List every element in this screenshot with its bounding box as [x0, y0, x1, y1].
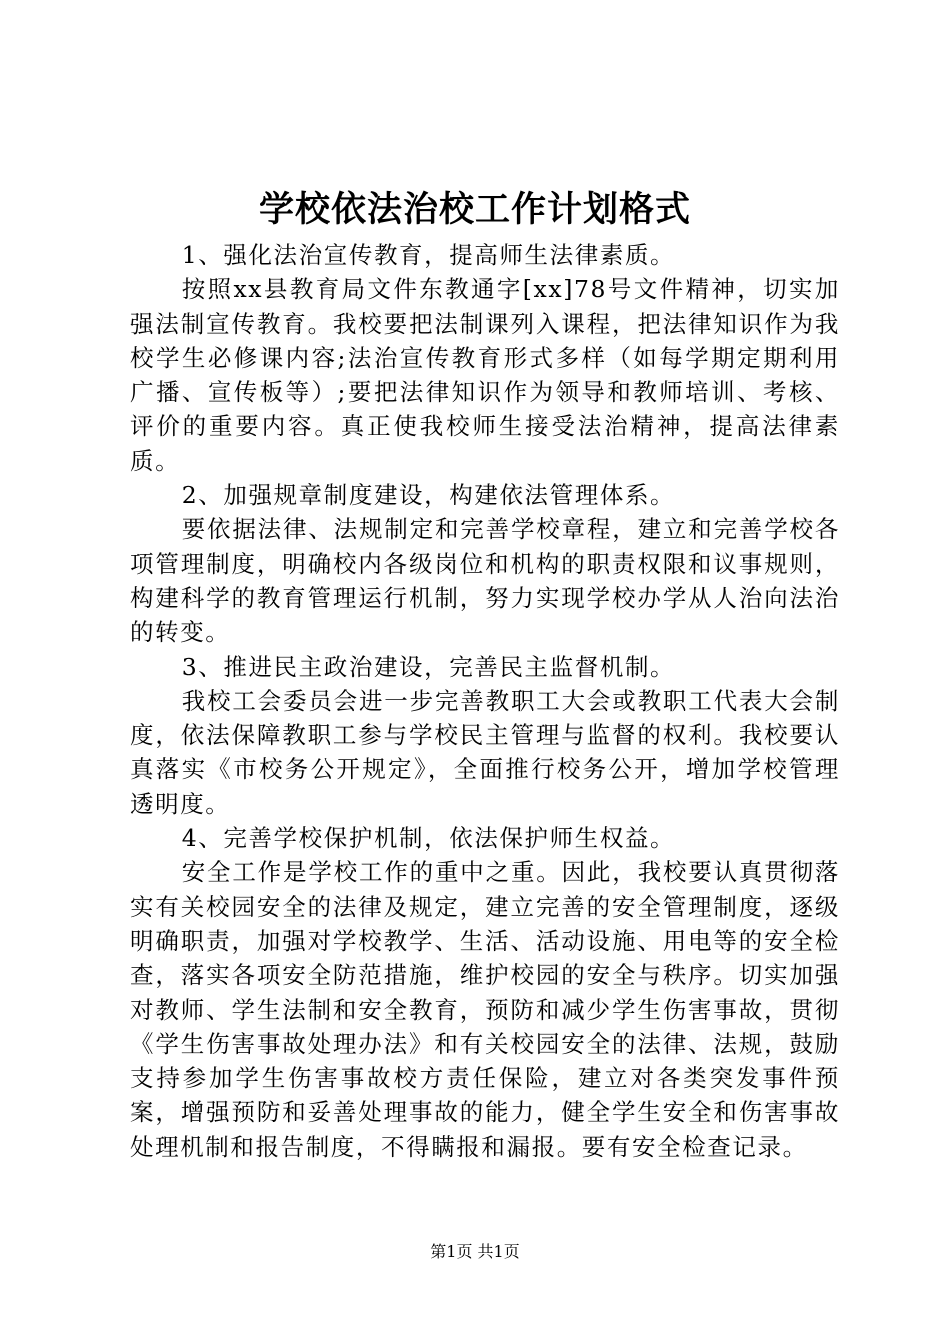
document-body [130, 238, 840, 1164]
section-heading-4: 4、完善学校保护机制，依法保护师生权益。 [181, 824, 676, 853]
body-paragraph-3: 我校工会委员会进一步完善教职工大会或教职工代表大会制度，依法保障教职工参与学校民主管理与监督的权利。我校要认真落实《市校务公开规定》，全面推行校务公开，增加学校管理透明度。 [130, 686, 840, 818]
page-footer: 第1页 共1页 [430, 1242, 520, 1261]
section-heading-3: 3、推进民主政治建设，完善民主监督机制。 [181, 652, 676, 681]
body-paragraph-1: 按照xx县教育局文件东教通字[xx]78号文件精神，切实加强法制宣传教育。我校要把法制课列入课程，把法律知识作为我校学生必修课内容;法治宣传教育形式多样（如每学期定期利用广播、宣传板等）;要把法律知识作为领导和教师培训、考核、评价的重要内容。真正使我校师生接受法治精神，提高法律素质。 [130, 275, 840, 475]
document-title: 学校依法治校工作计划格式 [258, 189, 691, 230]
section-heading-1: 1、强化法治宣传教育，提高师生法律素质。 [181, 241, 676, 269]
section-heading-2: 2、加强规章制度建设，构建依法管理体系。 [181, 481, 676, 510]
body-paragraph-2: 要依据法律、法规制定和完善学校章程，建立和完善学校各项管理制度，明确校内各级岗位和机构的职责权限和议事规则，构建科学的教育管理运行机制，努力实现学校办学从人治向法治的转变。 [130, 515, 840, 647]
body-paragraph-4: 安全工作是学校工作的重中之重。因此，我校要认真贯彻落实有关校园安全的法律及规定，建立完善的安全管理制度，逐级明确职责，加强对学校教学、生活、活动设施、用电等的安全检查，落实各项安全防范措施，维护校园的安全与秩序。切实加强对教师、学生法制和安全教育，预防和减少学生伤害事故，贯彻《学生伤害事故处理办法》和有关校园安全的法律、法规，鼓励支持参加学生伤害事故校方责任保险，建立对各类突发事件预案，增强预防和妥善处理事故的能力，健全学生安全和伤害事故处理机制和报告制度，不得瞒报和漏报。要有安全检查记录。 [130, 858, 840, 1161]
